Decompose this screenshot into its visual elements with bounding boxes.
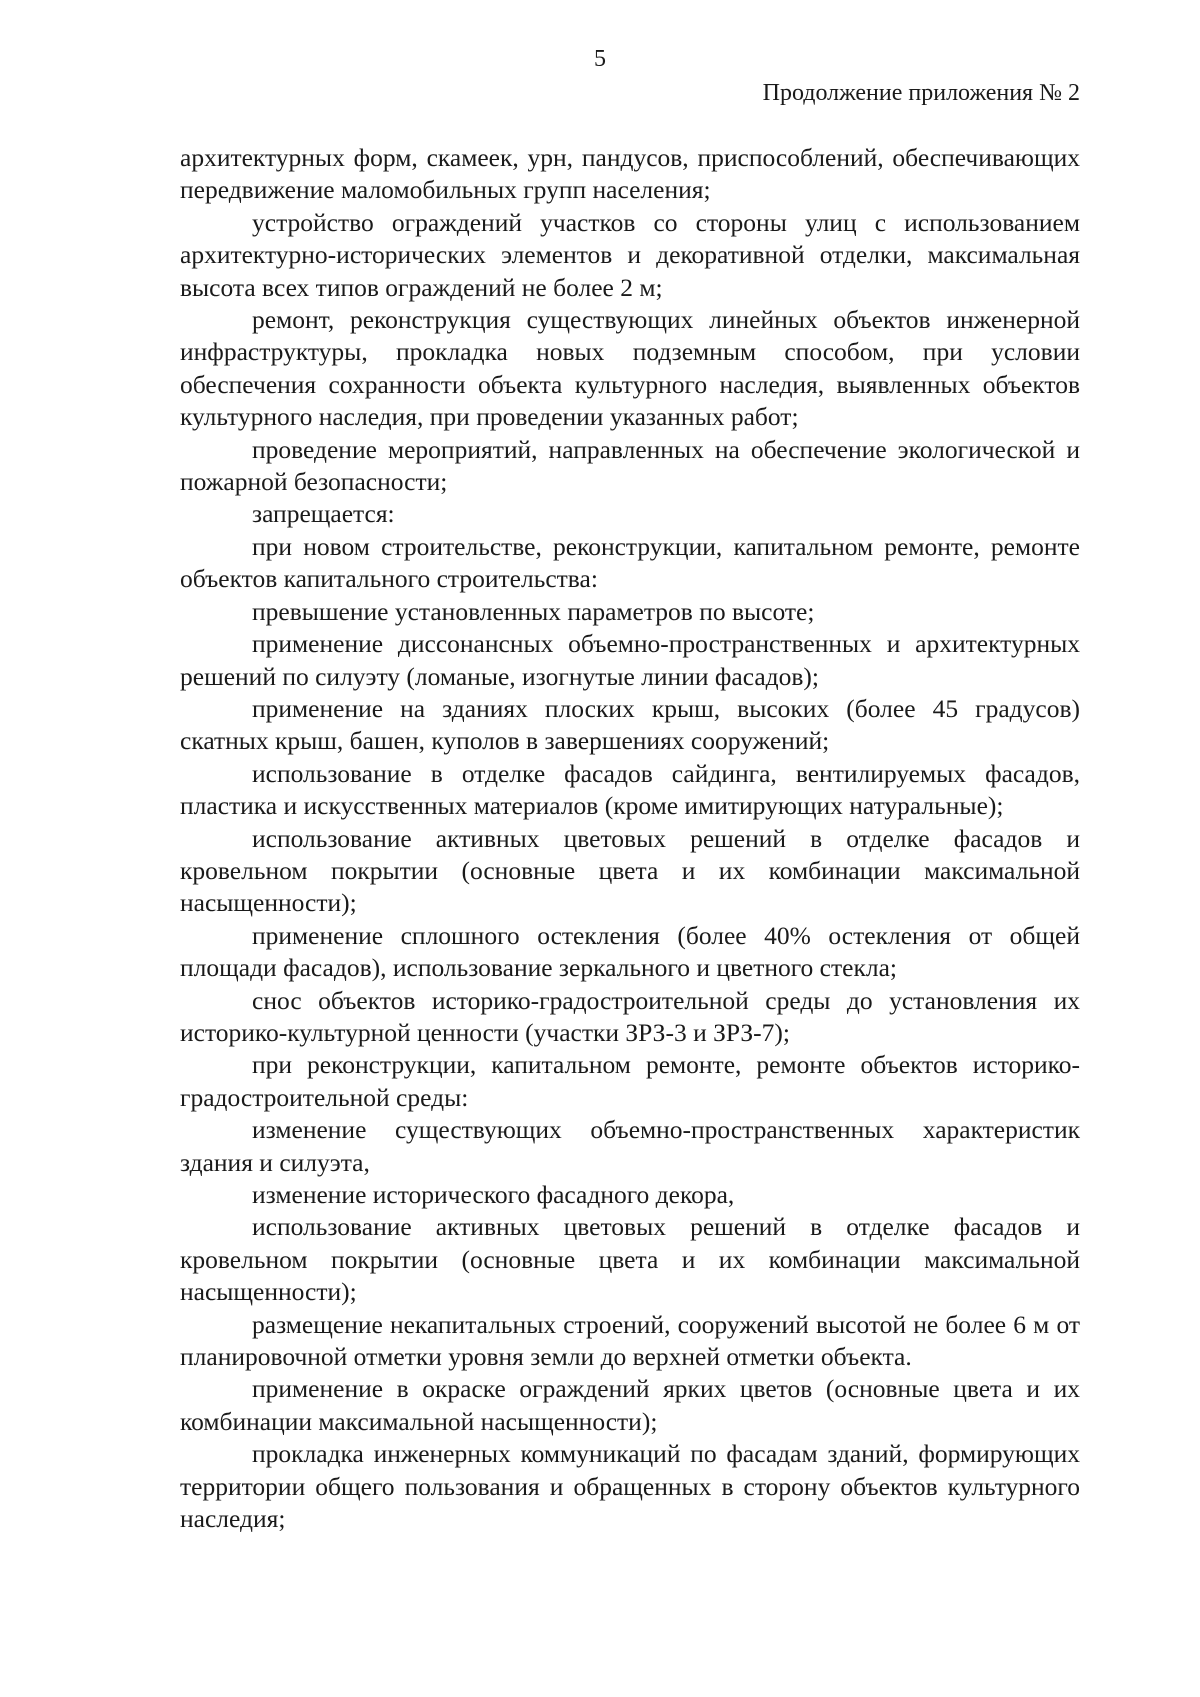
appendix-continuation-note: Продолжение приложения № 2 <box>762 80 1080 106</box>
paragraph-11: использование активных цветовых решений в отделке фасадов и кровельном покрытии (основные цвета и их комбинации максимальной насыщенности); <box>180 823 1080 918</box>
paragraph-10: использование в отделке фасадов сайдинга, вентилируемых фасадов, пластика и искусственных материалов (кроме имитирующих натуральные); <box>180 758 1080 821</box>
document-body <box>180 142 1080 1535</box>
paragraph-8: применение диссонансных объемно-пространственных и архитектурных решений по силуэту (ломаные, изогнутые линии фасадов); <box>180 629 1080 691</box>
paragraph-1: архитектурных форм, скамеек, урн, пандусов, приспособлений, обеспечивающих передвижение маломобильных групп населения; <box>180 143 1080 205</box>
page-number: 5 <box>594 46 606 72</box>
paragraph-6: при новом строительстве, реконструкции, капитальном ремонте, ремонте объектов капитального строительства: <box>180 531 1080 594</box>
paragraph-15: изменение существующих объемно-пространственных характеристик здания и силуэта, <box>180 1115 1080 1177</box>
paragraph-3: ремонт, реконструкция существующих линейных объектов инженерной инфраструктуры, прокладка новых подземным способом, при условии обеспечения сохранности объекта культурного наследия, выявленных объектов культурного наследия, при проведении указанных работ; <box>180 305 1080 432</box>
paragraph-13: снос объектов историко-градостроительной среды до установления их историко-культурной ценности (участки ЗРЗ-3 и ЗРЗ-7); <box>180 985 1080 1047</box>
paragraph-17: использование активных цветовых решений в отделке фасадов и кровельном покрытии (основные цвета и их комбинации максимальной насыщенности); <box>180 1212 1080 1307</box>
paragraph-4: проведение мероприятий, направленных на обеспечение экологической и пожарной безопасности; <box>180 434 1080 497</box>
paragraph-19: применение в окраске ограждений ярких цветов (основные цвета и их комбинации максимальной насыщенности); <box>180 1374 1080 1436</box>
paragraph-12: применение сплошного остекления (более 40% остекления от общей площади фасадов), использование зеркального и цветного стекла; <box>180 920 1080 983</box>
paragraph-20: прокладка инженерных коммуникаций по фасадам зданий, формирующих территории общего пользования и обращенных в сторону объектов культурного наследия; <box>180 1439 1080 1534</box>
paragraph-16: изменение исторического фасадного декора, <box>252 1180 735 1209</box>
paragraph-18: размещение некапитальных строений, сооружений высотой не более 6 м от планировочной отметки уровня земли до верхней отметки объекта. <box>180 1309 1080 1372</box>
paragraph-2: устройство ограждений участков со стороны улиц с использованием архитектурно-исторических элементов и декоративной отделки, максимальная высота всех типов ограждений не более 2 м; <box>180 207 1080 302</box>
paragraph-9: применение на зданиях плоских крыш, высоких (более 45 градусов) скатных крыш, башен, куполов в завершениях сооружений; <box>180 693 1080 756</box>
paragraph-5: запрещается: <box>252 499 395 529</box>
paragraph-14: при реконструкции, капитальном ремонте, ремонте объектов историко-градостроительной среды: <box>180 1050 1080 1112</box>
paragraph-7: превышение установленных параметров по высоте; <box>252 596 815 626</box>
